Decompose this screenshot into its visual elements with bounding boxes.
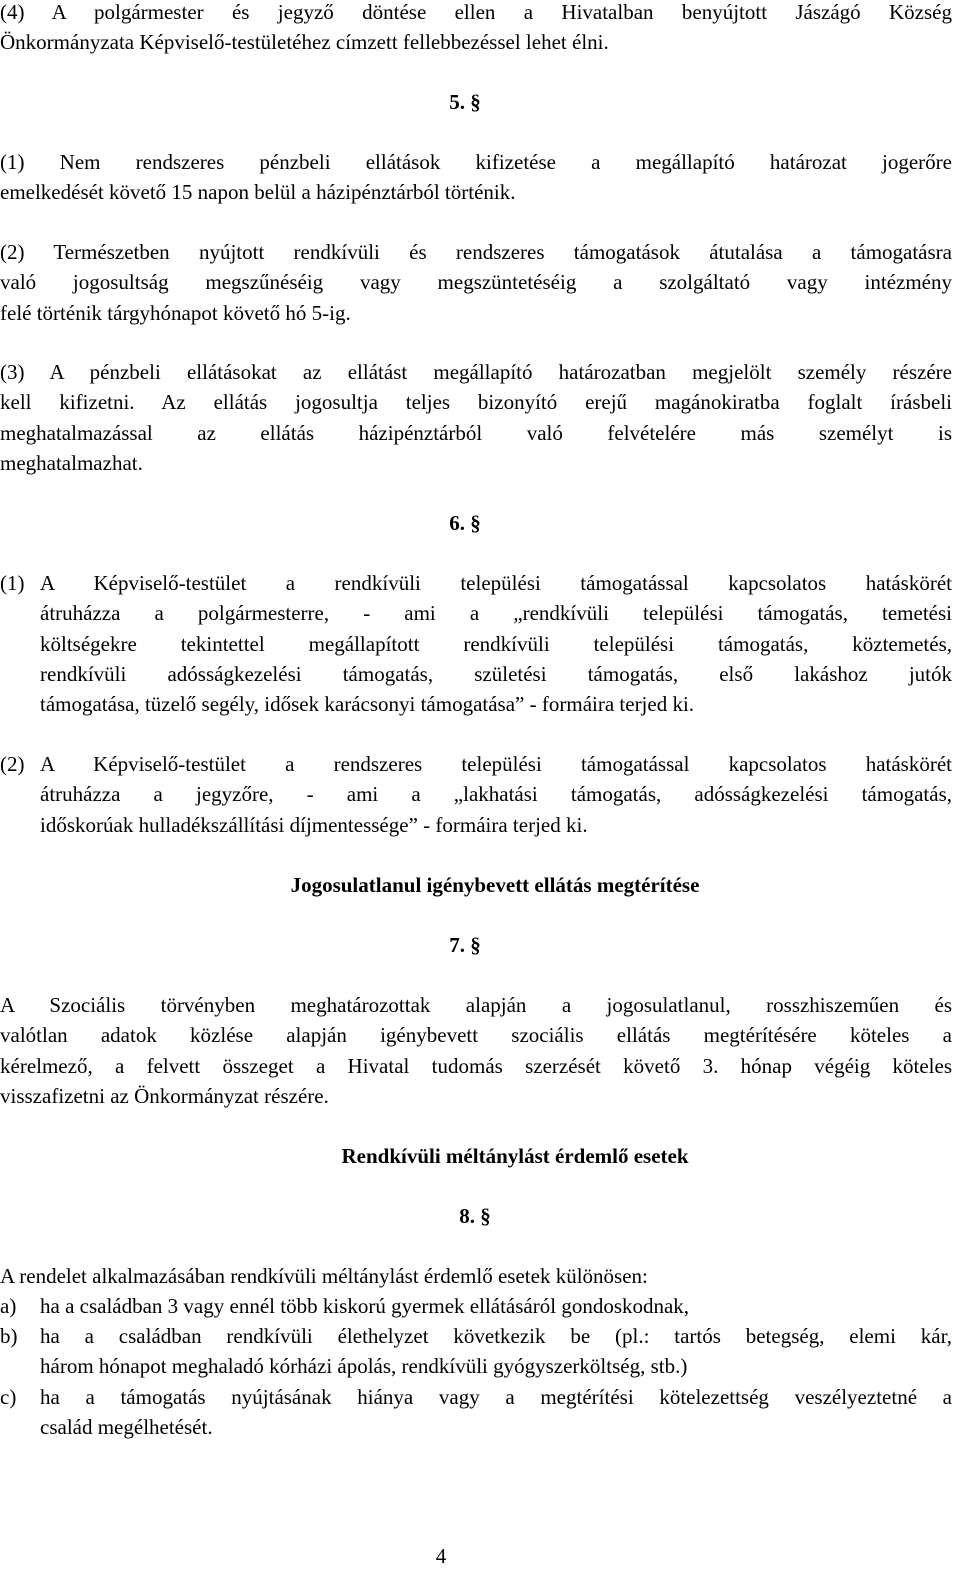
text-line: meghatalmazással az ellátás házipénztárból való felvételére más személyt is — [0, 420, 952, 445]
paragraph-5-3 — [0, 357, 952, 478]
paragraph-6-2 — [0, 749, 952, 840]
paragraph-4-4 — [0, 0, 952, 58]
text-line: visszafizetni az Önkormányzat részére. — [0, 1083, 329, 1108]
list-label: a) — [0, 1294, 17, 1318]
paragraph-7 — [0, 990, 952, 1111]
paragraph-5-2 — [0, 237, 952, 328]
list-item-c — [0, 1382, 952, 1443]
list-item-a — [0, 1291, 952, 1321]
text-line: (4) A polgármester és jegyző döntése ellen a Hivatalban benyújtott Jászágó Község — [0, 0, 952, 24]
text-line: A Képviselő-testület a rendkívüli települési támogatással kapcsolatos hatáskörét — [40, 571, 952, 595]
text-line: ha a családban rendkívüli élethelyzet következik be (pl.: tartós betegség, elemi kár, — [40, 1324, 952, 1348]
paragraph-number: (1) — [0, 571, 25, 595]
paragraph-5-1 — [0, 147, 952, 208]
text-line: időskorúak hulladékszállítási díjmentessége” - formáira terjed ki. — [40, 812, 588, 837]
text-line: emelkedését követő 15 napon belül a házipénztárból történik. — [0, 180, 516, 205]
text-line: A Képviselő-testület a rendszeres települési támogatással kapcsolatos hatáskörét — [40, 752, 952, 776]
page-number: 4 — [435, 1544, 447, 1568]
text-line: átruházza a polgármesterre, - ami a „rendkívüli települési támogatás, temetési — [40, 601, 952, 626]
text-line: támogatása, tüzelő segély, idősek karácsonyi támogatása” - formáira terjed ki. — [40, 692, 695, 717]
text-line: átruházza a jegyzőre, - ami a „lakhatási támogatás, adósságkezelési támogatás, — [40, 782, 952, 807]
list-item-b — [0, 1321, 952, 1382]
section-6-heading: 6. § — [449, 511, 481, 535]
section-7-heading: 7. § — [449, 933, 481, 957]
section-8-heading: 8. § — [459, 1204, 491, 1228]
section-7-title: Jogosulatlanul igénybevett ellátás megtérítése — [290, 873, 700, 897]
section-5-heading: 5. § — [449, 90, 481, 114]
section-8-title: Rendkívüli méltánylást érdemlő esetek — [341, 1144, 689, 1168]
text-line: (2) Természetben nyújtott rendkívüli és rendszeres támogatások átutalása a támogatásra — [0, 240, 952, 264]
text-line: ha a támogatás nyújtásának hiánya vagy a megtérítési kötelezettség veszélyeztetné a — [40, 1385, 952, 1409]
text-line: költségekre tekintettel megállapított rendkívüli települési támogatás, köztemetés, — [40, 631, 952, 656]
text-line: valótlan adatok közlése alapján igénybevett szociális ellátás megtérítésére köteles a — [0, 1023, 952, 1048]
list-label: b) — [0, 1324, 18, 1348]
text-line: való jogosultság megszűnéséig vagy megszüntetéséig a szolgáltató vagy intézmény — [0, 270, 952, 295]
text-line: család megélhetését. — [40, 1415, 213, 1440]
paragraph-8-intro — [0, 1261, 952, 1291]
text-line: három hónapot meghaladó kórházi ápolás, rendkívüli gyógyszerköltség, stb.) — [40, 1354, 688, 1379]
list-label: c) — [0, 1385, 17, 1409]
text-line: kérelmező, a felvett összeget a Hivatal tudomás szerzését követő 3. hónap végéig köteles — [0, 1053, 952, 1078]
text-line: (1) Nem rendszeres pénzbeli ellátások kifizetése a megállapító határozat jogerőre — [0, 150, 952, 174]
text-line: kell kifizetni. Az ellátás jogosultja teljes bizonyító erejű magánokiratba foglalt írásbeli — [0, 390, 952, 415]
text-line: meghatalmazhat. — [0, 450, 143, 475]
text-line: rendkívüli adósságkezelési támogatás, születési támogatás, első lakáshoz jutók — [40, 661, 952, 686]
paragraph-number: (2) — [0, 752, 25, 776]
text-line: (3) A pénzbeli ellátásokat az ellátást megállapító határozatban megjelölt személy részére — [0, 360, 952, 384]
text-line: A Szociális törvényben meghatározottak alapján a jogosulatlanul, rosszhiszeműen és — [0, 993, 952, 1017]
text-line: A rendelet alkalmazásában rendkívüli méltánylást érdemlő esetek különösen: — [0, 1264, 648, 1288]
text-line: ha a családban 3 vagy ennél több kiskorú gyermek ellátásáról gondoskodnak, — [40, 1294, 690, 1318]
text-line: Önkormányzata Képviselő-testületéhez címzett fellebbezéssel lehet élni. — [0, 30, 609, 55]
text-line: felé történik tárgyhónapot követő hó 5-ig. — [0, 300, 351, 325]
paragraph-6-1 — [0, 568, 952, 719]
